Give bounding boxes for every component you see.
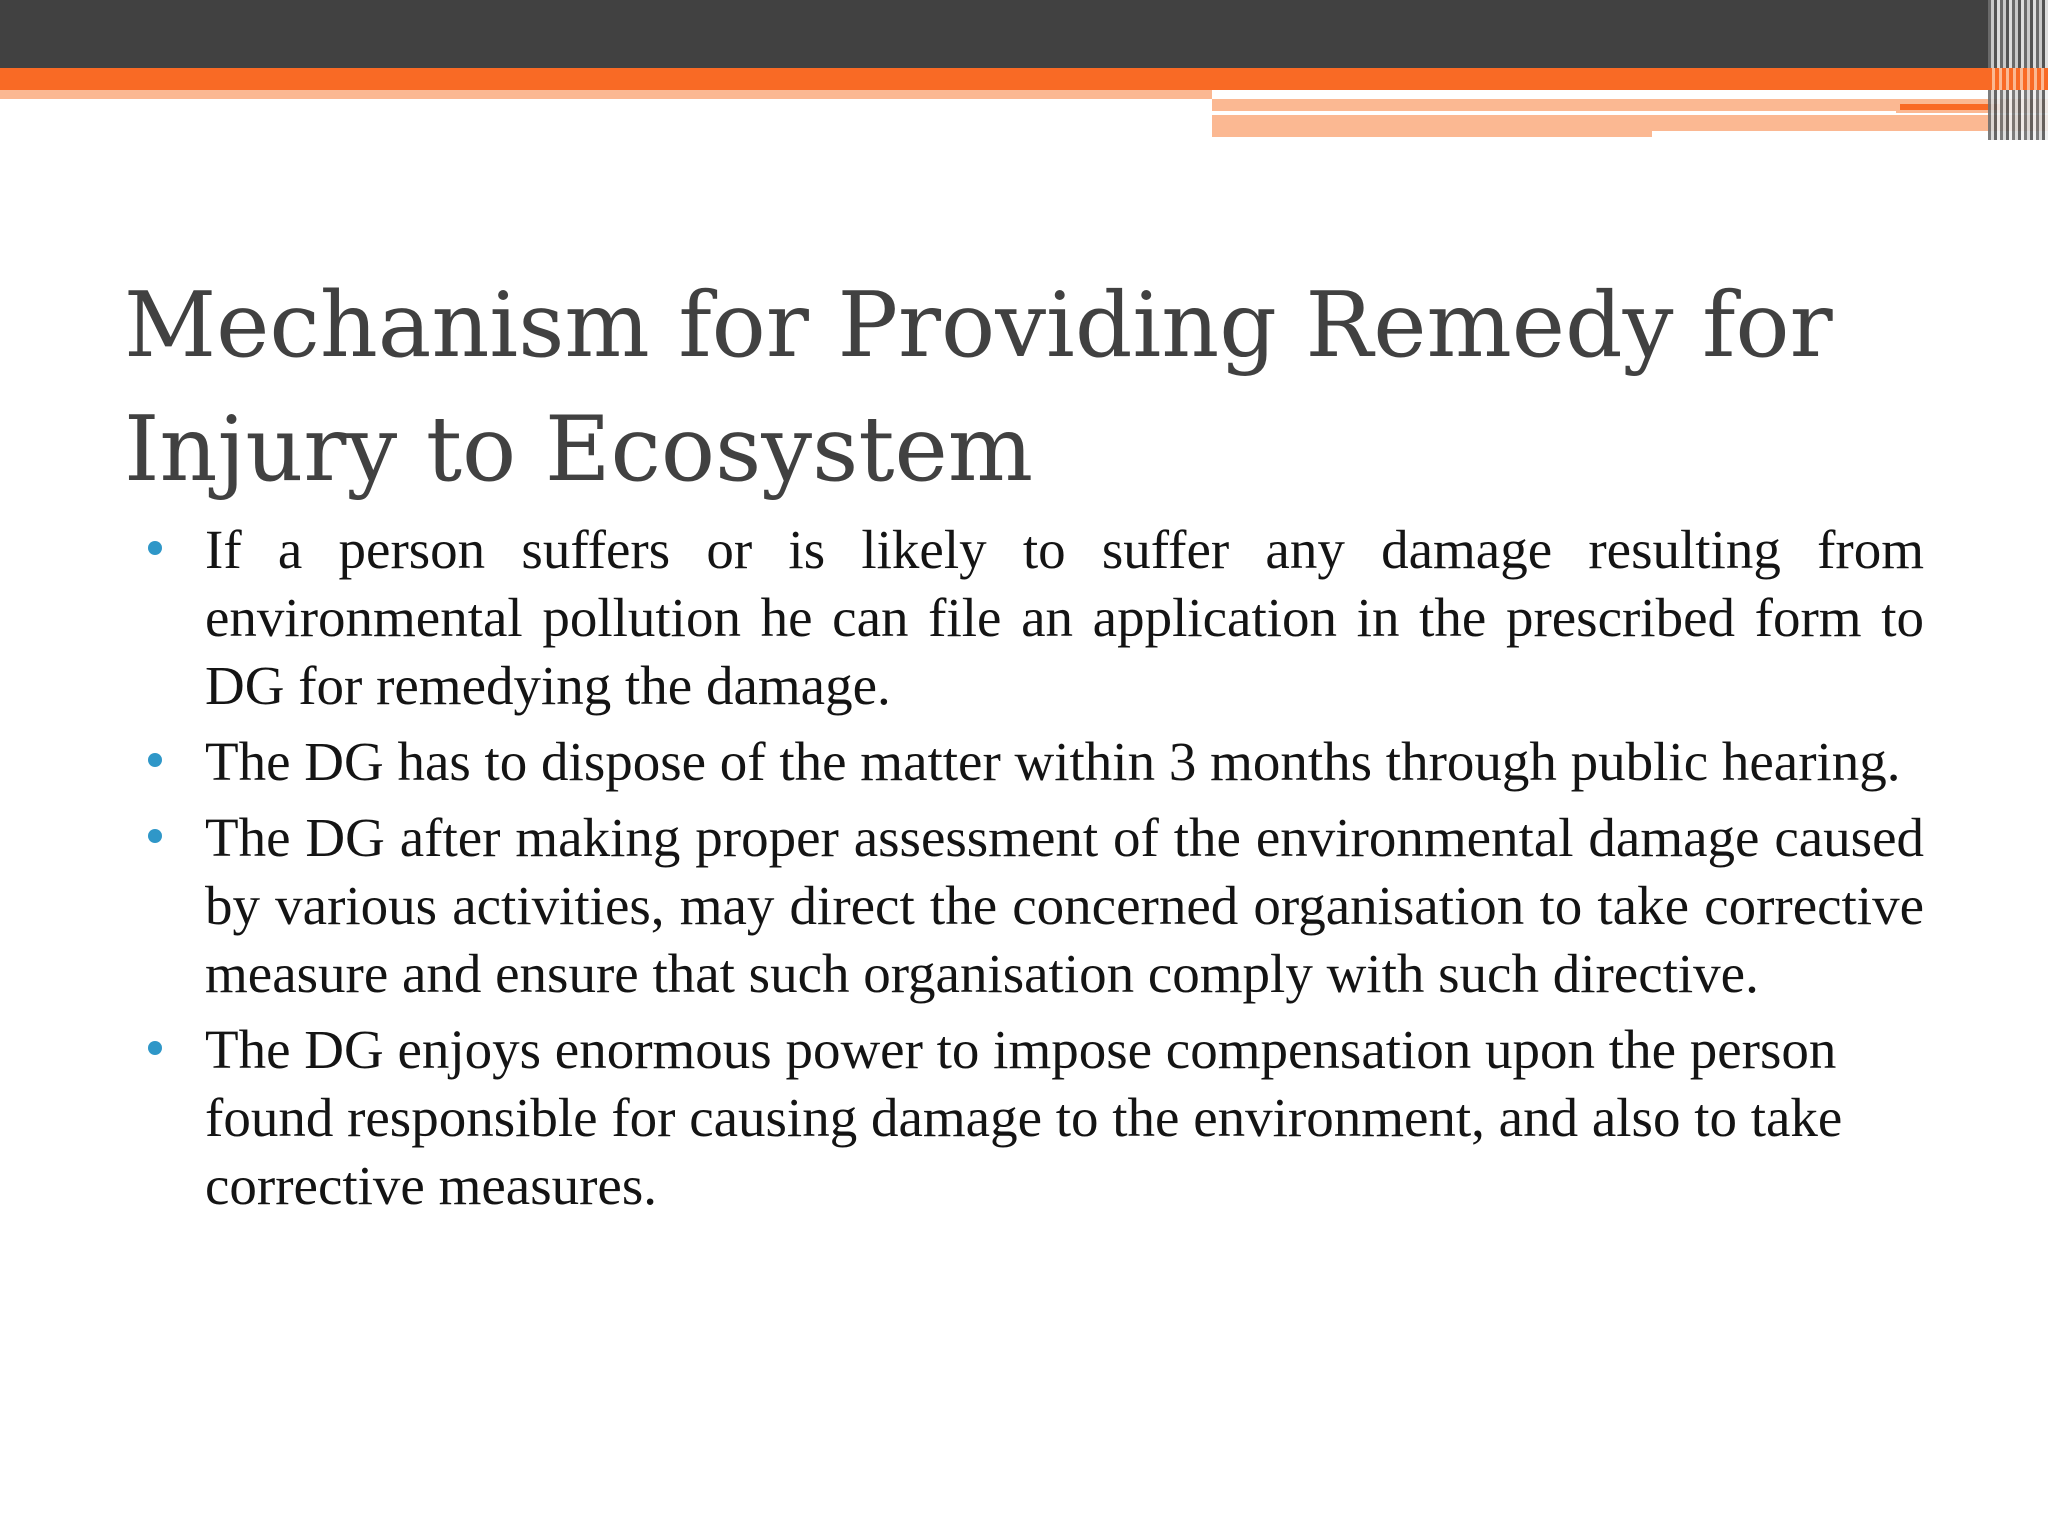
header-white-line	[1212, 111, 1896, 115]
bullet-text: The DG has to dispose of the matter within 3 months through public hearing.	[205, 731, 1901, 792]
bullet-item	[148, 728, 1924, 796]
slide-title: Mechanism for Providing Remedy for Injury to Ecosystem	[124, 273, 1833, 502]
bullet-item	[148, 1016, 1924, 1220]
bullet-dot-icon	[148, 753, 162, 767]
bullet-text: The DG enjoys enormous power to impose compensation upon the person found responsible for causing damage to the environment, and also to take corrective measures.	[205, 1019, 1843, 1216]
bullet-item	[148, 804, 1924, 1008]
bullet-item	[148, 516, 1924, 720]
header-band-peach-left	[0, 90, 1212, 99]
bullet-dot-icon	[148, 829, 162, 843]
bullet-dot-icon	[148, 541, 162, 555]
header-orange-tail	[1900, 104, 2000, 110]
bullet-text: If a person suffers or is likely to suffer any damage resulting from environmental pollution he can file an application in the prescribed form to DG for remedying the damage.	[205, 519, 1924, 716]
header-band-dark	[0, 0, 2048, 68]
bullet-dot-icon	[148, 1041, 162, 1055]
bullet-text: The DG after making proper assessment of the environmental damage caused by various activities, may direct the concerned organisation to take corrective measure and ensure that such organisation comply with such directive.	[205, 807, 1924, 1004]
header-edge-stripes-orange	[1988, 68, 2048, 90]
bullet-list	[148, 516, 1924, 1228]
header-band-orange	[0, 68, 2048, 90]
